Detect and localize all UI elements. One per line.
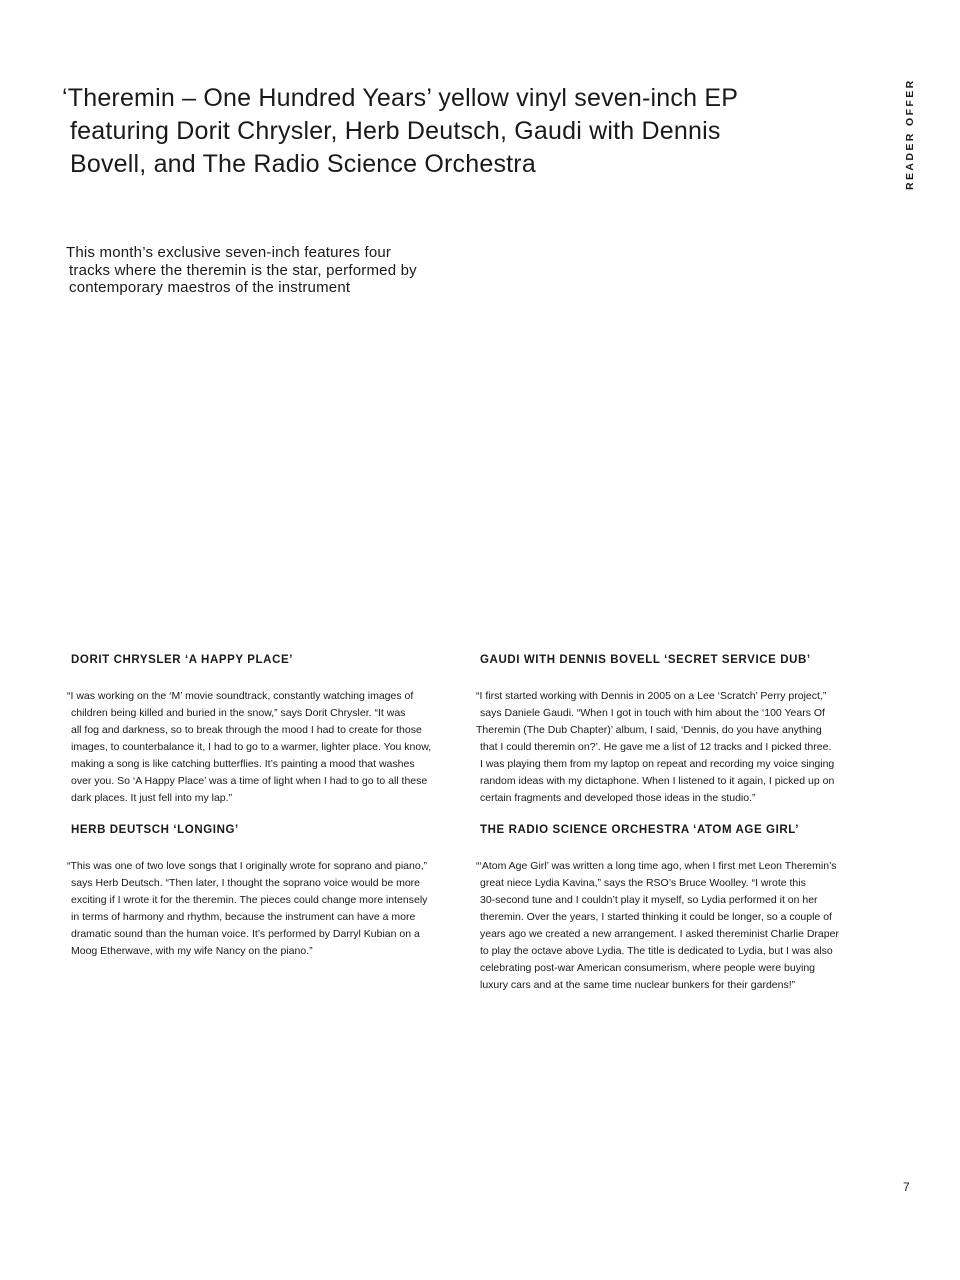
quote-line: says Herb Deutsch. “Then later, I thought the soprano voice would be more xyxy=(71,877,421,889)
quote-line: luxury cars and at the same time nuclear bunkers for their gardens!” xyxy=(480,979,796,991)
headline-line: ‘Theremin – One Hundred Years’ yellow vinyl seven-inch EP xyxy=(62,84,739,112)
quote-line: says Daniele Gaudi. “When I got in touch with him about the ‘100 Years Of xyxy=(480,707,825,719)
quote-line: celebrating post-war American consumerism, where people were buying xyxy=(480,962,815,974)
quote-line: “I was working on the ‘M’ movie soundtrack, constantly watching images of xyxy=(67,690,414,702)
quote-line: to play the octave above Lydia. The title is dedicated to Lydia, but I was also xyxy=(480,945,833,957)
quote-line: over you. So ‘A Happy Place’ was a time of light when I had to go to all these xyxy=(71,775,428,787)
track-title: DORIT CHRYSLER ‘A HAPPY PLACE’ xyxy=(71,654,294,666)
quote-line: dramatic sound than the human voice. It’s performed by Darryl Kubian on a xyxy=(71,928,420,940)
quote-line: children being killed and buried in the snow,” says Dorit Chrysler. “It was xyxy=(71,707,406,719)
quote-line: great niece Lydia Kavina,” says the RSO’s Bruce Woolley. “I wrote this xyxy=(480,877,806,889)
track-quote xyxy=(67,858,477,960)
standfirst xyxy=(66,244,486,297)
standfirst-line: tracks where the theremin is the star, performed by xyxy=(69,261,417,279)
track-quote xyxy=(476,688,886,807)
quote-line: 30-second tune and I couldn’t play it myself, so Lydia performed it on her xyxy=(480,894,818,906)
track-dorit-chrysler xyxy=(67,654,477,807)
quote-line: random ideas with my dictaphone. When I listened to it again, I picked up on xyxy=(480,775,835,787)
standfirst-line: contemporary maestros of the instrument xyxy=(69,279,351,296)
page-number: 7 xyxy=(903,1180,910,1194)
track-title: HERB DEUTSCH ‘LONGING’ xyxy=(71,824,239,836)
quote-line: theremin. Over the years, I started thinking it could be longer, so a couple of xyxy=(480,911,832,923)
track-title: THE RADIO SCIENCE ORCHESTRA ‘ATOM AGE GIRL’ xyxy=(480,824,800,836)
article-headline xyxy=(62,82,822,181)
track-quote xyxy=(476,858,886,994)
standfirst-line: This month’s exclusive seven-inch features four xyxy=(66,244,392,261)
headline-line: featuring Dorit Chrysler, Herb Deutsch, Gaudi with Dennis xyxy=(70,117,721,145)
quote-line: “I first started working with Dennis in 2005 on a Lee ‘Scratch’ Perry project,” xyxy=(476,690,827,702)
quote-line: making a song is like catching butterflies. It’s painting a mood that washes xyxy=(71,758,415,770)
track-herb-deutsch xyxy=(67,824,477,960)
quote-line: I was playing them from my laptop on repeat and recording my voice singing xyxy=(480,758,835,770)
headline-line: Bovell, and The Radio Science Orchestra xyxy=(70,150,536,178)
track-quote xyxy=(67,688,477,807)
quote-line: that I could theremin on?’. He gave me a list of 12 tracks and I picked three. xyxy=(480,741,832,753)
quote-line: Theremin (The Dub Chapter)’ album, I said, ‘Dennis, do you have anything xyxy=(476,724,822,736)
quote-line: years ago we created a new arrangement. I asked thereminist Charlie Draper xyxy=(480,928,839,940)
quote-line: “‘Atom Age Girl’ was written a long time ago, when I first met Leon Theremin’s xyxy=(476,860,837,872)
quote-line: images, to counterbalance it, I had to go to a warmer, lighter place. You know, xyxy=(71,741,432,753)
quote-line: Moog Etherwave, with my wife Nancy on the piano.” xyxy=(71,945,313,957)
quote-line: all fog and darkness, so to break through the mood I had to create for those xyxy=(71,724,422,736)
quote-line: in terms of harmony and rhythm, because the instrument can have a more xyxy=(71,911,416,923)
quote-line: “This was one of two love songs that I originally wrote for soprano and piano,” xyxy=(67,860,428,872)
quote-line: dark places. It just fell into my lap.” xyxy=(71,792,233,804)
track-gaudi-dennis-bovell xyxy=(476,654,886,807)
quote-line: exciting if I wrote it for the theremin. The pieces could change more intensely xyxy=(71,894,428,906)
track-title: GAUDI WITH DENNIS BOVELL ‘SECRET SERVICE DUB’ xyxy=(480,654,811,666)
section-label: READER OFFER xyxy=(904,78,916,190)
track-radio-science-orchestra xyxy=(476,824,886,994)
quote-line: certain fragments and developed those ideas in the studio.” xyxy=(480,792,756,804)
